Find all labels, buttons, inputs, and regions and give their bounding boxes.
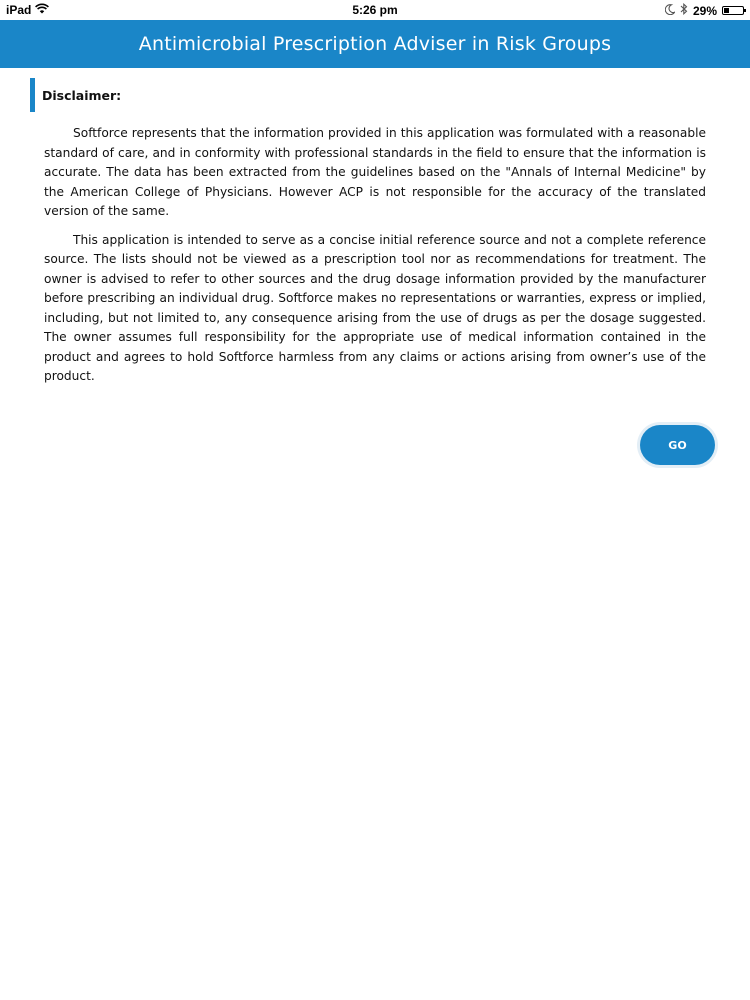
bluetooth-icon [680, 3, 688, 18]
disclaimer-paragraph-1: Softforce represents that the information provided in this application was formulated with a reasonable standard of care, and in conformity with professional standards in the field to ensure that the information is accurate. The data has been extracted from the guidelines based on the "Annals of Internal Medicine" by the American College of Physicians. However ACP is not responsible for the accuracy of the translated version of the same. [44, 126, 706, 218]
status-bar [0, 0, 750, 20]
disclaimer-content [44, 124, 706, 396]
battery-icon [722, 6, 744, 15]
go-button[interactable]: GO [640, 425, 715, 465]
moon-icon [665, 4, 675, 18]
device-name: iPad [6, 3, 32, 17]
nav-bar [0, 20, 750, 68]
page-title: Antimicrobial Prescription Adviser in Risk Groups [138, 33, 612, 55]
battery-fill [724, 8, 729, 13]
status-right [665, 3, 744, 18]
disclaimer-paragraph-2: This application is intended to serve as a concise initial reference source and not a complete reference source. The lists should not be viewed as a prescription tool nor as recommendations for treatment. The owner is advised to refer to other sources and the drug dosage information provided by the manufacturer before prescribing an individual drug. Softforce makes no representations or warranties, express or implied, including, but not limited to, any consequence arising from the use of drugs as per the dosage suggested. The owner assumes full responsibility for the appropriate use of medical information contained in the product and agrees to hold Softforce harmless from any claims or actions arising from owner’s use of the product. [44, 232, 706, 383]
status-time: 5:26 pm [352, 3, 398, 17]
disclaimer-heading: Disclaimer: [30, 78, 121, 112]
battery-percent: 29% [692, 3, 717, 18]
